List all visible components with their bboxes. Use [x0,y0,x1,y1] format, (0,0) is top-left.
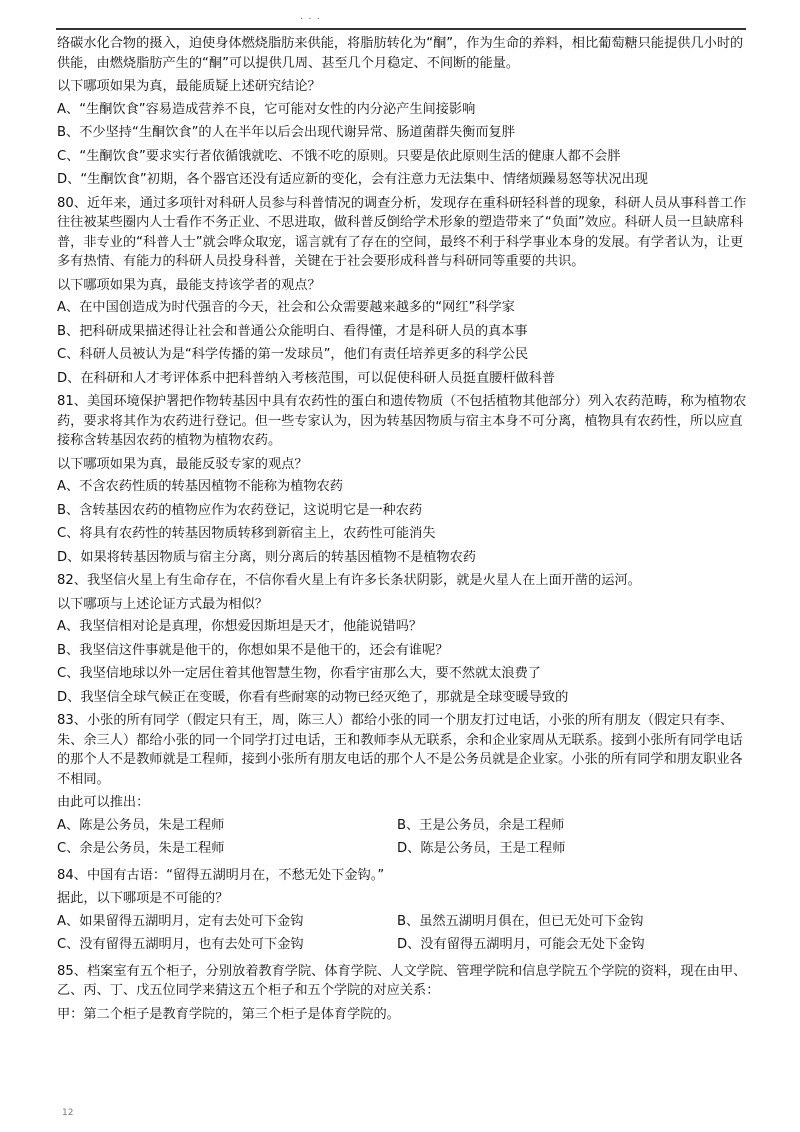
option-84-d: D、没有留得五湖明月，可能会无处下金钩 [397,937,645,952]
paragraph-85-jia: 甲：第二个柜子是教育学院的，第三个柜子是体育学院的。 [57,1006,400,1022]
header-mark: · · · [300,14,321,25]
option-81-a: A、不含农药性质的转基因植物不能称为植物农药 [57,479,343,494]
option-84-a: A、如果留得五湖明月，定有去处可下金钩 [57,913,304,929]
paragraph-80: 80、近年来，通过多项针对科研人员参与科普情况的调查分析，发现存在重科研轻科普的现象，科研人员从事科普工作往往被某些圈内人士看作不务正业、不思进取，做科普反倒给学术形象的塑造带来了“负面”效应。科研人员一旦缺席科普，非专业的“科普人士”就会哗众取宠，谣言就有了存在的空间，最终不利于科学事业本身的发展。有学者认为，让更多有热情、有能力的科研人员投身科普，关键在于社会要形成科普与科研同等重要的共识。 [57,195,747,269]
option-79-a: A、“生酮饮食”容易造成营养不良，它可能对女性的内分泌产生间接影响 [57,101,476,117]
option-83-d: D、陈是公务员，王是工程师 [397,841,566,856]
question-83-prompt: 由此可以推出： [57,795,150,810]
option-80-d: D、在科研和人才考评体系中把科普纳入考核范围，可以促使科研人员挺直腰杆做科普 [57,370,556,386]
option-80-c: C、科研人员被认为是“科学传播的第一发球员”，他们有责任培养更多的科学公民 [57,347,529,362]
option-82-b: B、我坚信这件事就是他干的，你想如果不是他干的，还会有谁呢？ [57,642,449,658]
option-82-d: D、我坚信全球气候正在变暖，你看有些耐寒的动物已经灭绝了，那就是全球变暖导致的 [57,689,569,705]
option-80-a: A、在中国创造成为时代强音的今天，社会和公众需要越来越多的“网红”科学家 [57,300,515,315]
question-84-prompt: 据此，以下哪项是不可能的？ [57,891,229,906]
question-81-prompt: 以下哪项如果为真，最能反驳专家的观点？ [57,456,308,472]
option-80-b: B、把科研成果描述得让社会和普通公众能明白、看得懂，才是科研人员的真本事 [57,323,528,339]
page-number: 12 [62,1108,74,1118]
option-83-c: C、余是公务员，朱是工程师 [57,841,225,856]
header-rule [56,28,746,30]
option-81-b: B、含转基因农药的植物应作为农药登记，这说明它是一种农药 [57,502,423,518]
options-84 [57,912,747,959]
paragraph-82: 82、我坚信火星上有生命存在，不信你看火星上有许多长条状阴影，就是火星人在上面开凿的运河。 [57,573,641,588]
option-82-a: A、我坚信相对论是真理，你想爱因斯坦是天才，他能说错吗？ [57,619,423,634]
question-80-prompt: 以下哪项如果为真，最能支持该学者的观点？ [57,277,321,293]
question-79-prompt: 以下哪项如果为真，最能质疑上述研究结论？ [57,79,321,94]
option-83-a: A、陈是公务员，朱是工程师 [57,817,225,833]
paragraph-81: 81、美国环境保护署把作物转基因中具有农药性的蛋白和遗传物质（不包括植物其他部分）列入农药范畴，称为植物农药，要求将其作为农药进行登记。但一些专家认为，因为转基因物质与宿主本身不可分离，植物具有农药性，所以应直接称含转基因农药的植物为植物农药。 [57,394,747,448]
page-body [57,34,747,1028]
option-79-c: C、“生酮饮食”要求实行者依循饿就吃、不饿不吃的原则。只要是依此原则生活的健康人都不会胖 [57,148,621,164]
option-79-b: B、不少坚持“生酮饮食”的人在半年以后会出现代谢异常、肠道菌群失衡而复胖 [57,125,515,140]
paragraph-85: 85、档案室有五个柜子，分别放着教育学院、体育学院、人文学院、管理学院和信息学院五个学院的资料，现在由甲、乙、丙、丁、戊五位同学来猜这五个柜子和五个学院的对应关系： [57,963,747,998]
option-81-c: C、将具有农药性的转基因物质转移到新宿主上，农药性可能消失 [57,526,436,541]
option-83-b: B、王是公务员，余是工程师 [397,817,565,833]
options-83 [57,816,747,863]
option-84-c: C、没有留得五湖明月，也有去处可下金钩 [57,937,304,952]
option-81-d: D、如果将转基因物质与宿主分离，则分离后的转基因植物不是植物农药 [57,549,476,565]
question-82-prompt: 以下哪项与上述论证方式最为相似？ [57,596,268,612]
option-79-d: D、“生酮饮食”初期，各个器官还没有适应新的变化，会有注意力无法集中、情绪烦躁易怒等状况出现 [57,172,648,187]
paragraph-83: 83、小张的所有同学（假定只有王，周，陈三人）都给小张的同一个朋友打过电话，小张的所有朋友（假定只有李、朱、余三人）都给小张的同一个同学打过电话，王和教师李从无联系，余和企业家周从无联系。接到小张所有同学电话的那个人不是教师就是工程师，接到小张所有朋友电话的那个人不是公务员就是企业家。小张的所有同学和朋友职业各不相同。 [57,713,743,787]
paragraph-79-tail: 络碳水化合物的摄入，迫使身体燃烧脂肪来供能，将脂肪转化为“酮”，作为生命的养料，相比葡萄糖只能提供几小时的供能，由燃烧脂肪产生的“酮”可以提供几周、甚至几个月稳定、不间断的能量。 [57,36,744,71]
option-82-c: C、我坚信地球以外一定居住着其他智慧生物，你看宇宙那么大，要不然就太浪费了 [57,666,541,681]
paragraph-84: 84、中国有古语：“留得五湖明月在，不愁无处下金钩。” [57,867,385,883]
option-84-b: B、虽然五湖明月俱在，但已无处可下金钩 [397,913,644,929]
